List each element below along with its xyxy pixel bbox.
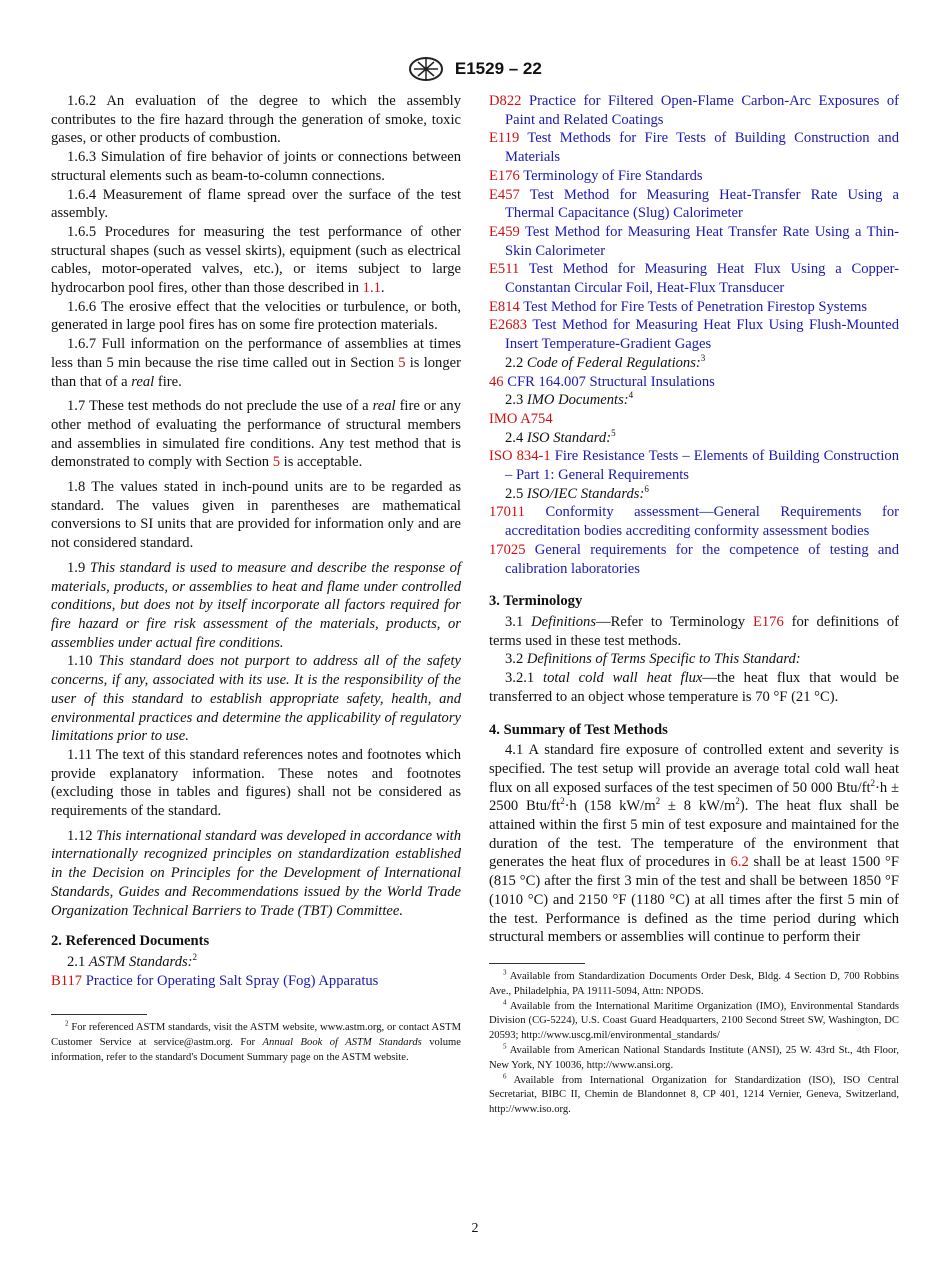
left-column: [51, 92, 461, 1066]
reference-title[interactable]: General requirements for the competence of testing and calibration laboratories: [505, 541, 899, 577]
reference-code[interactable]: 17011: [489, 504, 525, 521]
subsection-2-3: 2.3 IMO Documents:$^4$: [505, 390, 634, 409]
footnote-divider: [489, 963, 585, 964]
reference-title[interactable]: Test Method for Measuring Heat Transfer Rate Using a Thin-Skin Calorimeter: [505, 223, 900, 259]
paragraph-3-2: 3.2 Definitions of Terms Specific to This Standard:: [505, 651, 801, 668]
footnote-2: $^2$ For referenced ASTM standards, visit the ASTM website, www.astm.org, or contact ASTM Customer Service at service@astm.org. For Annual Book of ASTM Standards volume information, refer to the standard's Document Summary page on the ASTM website.: [51, 1019, 461, 1063]
reference-e511: [489, 260, 899, 297]
page-number: 2: [471, 1221, 479, 1236]
paragraph-1-6-3: 1.6.3 Simulation of fire behavior of joints or connections between structural elements such as beam-to-column connections.: [51, 149, 461, 184]
paragraph-1-8: 1.8 The values stated in inch-pound units are to be regarded as standard. The values given in parentheses are mathematical conversions to SI units that are provided for information only and are not considered standard.: [51, 479, 461, 552]
reference-code[interactable]: B117: [51, 972, 83, 989]
right-column: [489, 92, 899, 1118]
reference-code[interactable]: E2683: [489, 317, 528, 334]
reference-title[interactable]: Test Method for Measuring Heat-Transfer Rate Using a Thermal Capacitance (Slug) Calorimeter: [505, 186, 899, 222]
reference-title[interactable]: Terminology of Fire Standards: [523, 167, 703, 184]
section-link-6-2[interactable]: 6.2: [730, 854, 749, 871]
section-link-1-1[interactable]: 1.1: [362, 280, 381, 297]
paragraph-1-11: 1.11 The text of this standard references notes and footnotes which provide explanatory information. These notes and footnotes (excluding those in tables and figures) shall not be considered as requirements of the standard.: [51, 746, 461, 820]
reference-code[interactable]: E814: [489, 298, 520, 315]
reference-e814: [489, 298, 899, 317]
paragraph-1-6-4: 1.6.4 Measurement of flame spread over the surface of the test assembly.: [51, 186, 461, 222]
section-4-heading: 4. Summary of Test Methods: [489, 721, 668, 738]
reference-title[interactable]: Fire Resistance Tests – Elements of Building Construction – Part 1: General Requirements: [505, 448, 899, 484]
reference-e119: [489, 129, 899, 166]
paragraph-3-1: 3.1 Definitions—Refer to Terminology E176 for definitions of terms used in these test methods.: [489, 613, 900, 649]
footnote-divider: [51, 1014, 147, 1015]
reference-title[interactable]: Test Method for Measuring Heat Flux Using a Copper-Constantan Circular Foil, Heat-Flux Transducer: [505, 261, 899, 297]
paragraph-1-6-5: 1.6.5 Procedures for measuring the test performance of other structural shapes (such as vessel skirts), equipment (such as electrical cables, motor-operated valves, etc.), or items subject to large hydrocarbon pool fires, other than those described in 1.1.: [51, 223, 461, 297]
reference-cfr: [489, 373, 899, 392]
section-link-5[interactable]: 5: [272, 454, 281, 471]
terminology-link-e176[interactable]: E176: [752, 613, 784, 630]
reference-17011: [489, 503, 899, 540]
reference-code[interactable]: E511: [489, 261, 520, 278]
footnote-list: [489, 970, 899, 1118]
reference-title[interactable]: Conformity assessment—General Requirements for accreditation bodies accrediting conformity assessment bodies: [505, 504, 899, 540]
footnote-5: $^5$ Available from American National Standards Institute (ANSI), 25 W. 43rd St., 4th Floor, New York, NY 10036, http://www.ansi.org.: [489, 1042, 899, 1071]
paragraph-3-2-1: 3.2.1 total cold wall heat flux—the heat flux that would be transferred to an object whose temperature is 70 °F (21 °C).: [489, 670, 899, 705]
reference-code[interactable]: E176: [489, 167, 520, 184]
reference-code[interactable]: E457: [489, 186, 520, 203]
section-2-heading: 2. Referenced Documents: [51, 933, 210, 950]
reference-code[interactable]: ISO 834-1: [489, 448, 551, 465]
paragraph-4-1: 4.1 A standard fire exposure of controlled extent and severity is specified. The test setup will provide an average total cold wall heat flux on all exposed surfaces of the test specimen of 50 000 Btu/$ft^2\cdot h \pm 2500$ Btu/$ft^2\cdot h$ (158 $kW/m^2 \pm 8$ $kW/m^2$). The heat flux shall be attained within the first 5 min of test exposure and maintained for the duration of the test. The temperature of the environment that generates the heat flux of procedures in 6.2 shall be at least 1500 °F (815 °C) after the first 3 min of the test and shall be between 1850 °F (1010 °C) and 2150 °F (1180 °C) at all times after the first 5 min of the test. Performance is defined as the time period during which structural members or assemblies will continue to perform their: [489, 742, 900, 946]
paragraph-1-10: 1.10 This standard does not purport to address all of the safety concerns, if any, associated with its use. It is the responsibility of the user of this standard to establish appropriate safety, health, and environmental practices and determine the applicability of regulatory limitations prior to use.: [51, 653, 461, 745]
paragraph-1-6-2: 1.6.2 An evaluation of the degree to which the assembly contributes to the fire hazard through the generation of smoke, toxic gases, or other products of combustion.: [51, 93, 461, 147]
subsection-2-1: 2.1 ASTM Standards:$^2$: [67, 952, 198, 970]
astm-logo-icon: [408, 56, 444, 82]
reference-code[interactable]: D822: [489, 93, 522, 109]
reference-d822: [489, 92, 899, 129]
reference-code[interactable]: E119: [489, 130, 520, 147]
reference-e459: [489, 223, 899, 260]
reference-b117: [51, 972, 461, 991]
reference-e457: [489, 186, 899, 223]
reference-title[interactable]: CFR 164.007 Structural Insulations: [507, 373, 715, 390]
reference-title[interactable]: Practice for Filtered Open-Flame Carbon-Arc Exposures of Paint and Related Coatings: [505, 93, 899, 128]
astm-reference-list: [489, 92, 899, 354]
reference-title[interactable]: Test Method for Measuring Heat Flux Using Flush-Mounted Insert Temperature-Gradient Gages: [505, 317, 900, 353]
paragraph-1-6-6: 1.6.6 The erosive effect that the velocities or turbulence, or both, generated in large pool fires has on some fire protection materials.: [51, 298, 461, 334]
page-header: [0, 56, 950, 82]
section-link-5[interactable]: 5: [398, 354, 406, 371]
reference-e2683: [489, 316, 899, 353]
paragraph-1-6-7: 1.6.7 Full information on the performance of assemblies at times less than 5 min because the rise time called out in Section 5 is longer than that of a real fire.: [51, 336, 461, 390]
reference-imo: [489, 410, 899, 429]
reference-code[interactable]: E459: [489, 223, 520, 240]
reference-code[interactable]: 46: [489, 373, 504, 390]
reference-17025: [489, 541, 899, 578]
paragraph-1-9: 1.9 This standard is used to measure and describe the response of materials, products, or assemblies to heat and flame under controlled conditions, but does not by itself incorporate all factors required for fire hazard or fire risk assessment of the materials, products, or assemblies under actual fire conditions.: [51, 559, 461, 651]
reference-title[interactable]: Practice for Operating Salt Spray (Fog) Apparatus: [85, 972, 379, 989]
reference-code[interactable]: 17025: [489, 541, 526, 558]
section-3-heading: 3. Terminology: [489, 593, 583, 610]
document-id: E1529 – 22: [454, 59, 542, 78]
reference-e176: [489, 167, 899, 186]
subsection-2-2: 2.2 Code of Federal Regulations:$^3$: [505, 352, 706, 371]
reference-code[interactable]: IMO A754: [489, 410, 553, 427]
subsection-2-5: 2.5 ISO/IEC Standards:$^6$: [505, 483, 649, 502]
reference-iso: [489, 447, 899, 484]
reference-title[interactable]: Test Method for Fire Tests of Penetration Firestop Systems: [523, 298, 868, 315]
footnote-4: $^4$ Available from the International Maritime Organization (IMO), Environmental Standards Division (CG-5224), U.S. Coast Guard Headquarters, 2100 Second Street SW, Washington, DC 20593; http://www.uscg.mil/environmental_standards/: [489, 998, 899, 1042]
subsection-2-4: 2.4 ISO Standard:$^5$: [505, 427, 616, 446]
footnote-3: $^3$ Available from Standardization Documents Order Desk, Bldg. 4 Section D, 700 Robbins Ave., Philadelphia, PA 19111-5094, Attn: NPODS.: [489, 968, 899, 997]
reference-title[interactable]: Test Methods for Fire Tests of Building Construction and Materials: [505, 130, 899, 166]
paragraph-1-12: 1.12 This international standard was developed in accordance with internationally recognized principles on standardization established in the Decision on Principles for the Development of International Standards, Guides and Recommendations issued by the World Trade Organization Technical Barriers to Trade (TBT) Committee.: [51, 827, 462, 919]
footnote-6: $^6$ Available from International Organization for Standardization (ISO), ISO Central Secretariat, BIBC II, Chemin de Blandonnet 8, CP 401, 1214 Vernier, Geneva, Switzerland, http://www.iso.org.: [489, 1071, 899, 1116]
paragraph-1-7: 1.7 These test methods do not preclude the use of a real fire or any other method of evaluating the performance of structural members and assemblies in simulated fire conditions. Any test method that is demonstrated to comply with Section 5 is acceptable.: [51, 398, 461, 471]
